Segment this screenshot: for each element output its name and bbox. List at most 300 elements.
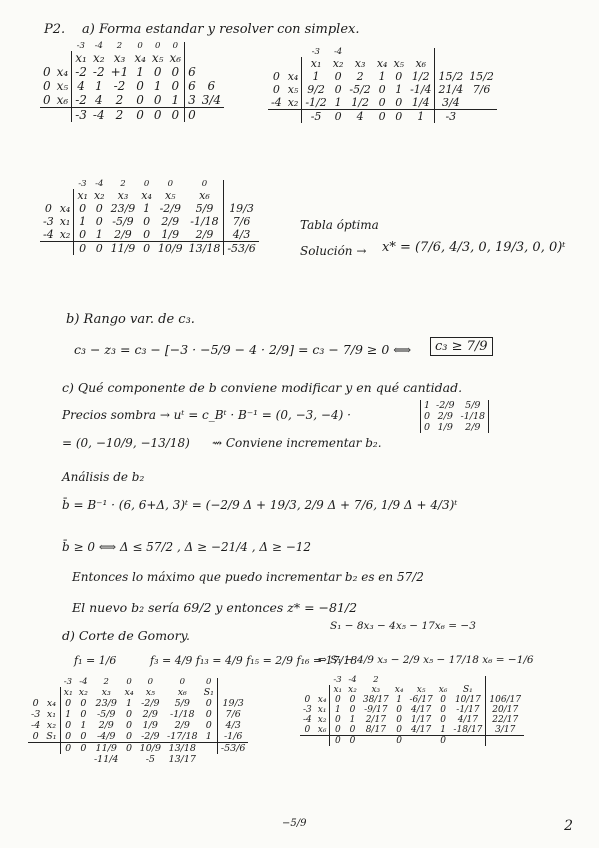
gomory-tableau-2 bbox=[300, 676, 524, 746]
analysis-line-1: Entonces lo máximo que puedo incrementar b₂ es en 57/2 bbox=[72, 570, 424, 584]
tableau-cell: 1/2 bbox=[351, 95, 369, 109]
corner bbox=[315, 685, 330, 695]
rhs-value: 4/3 bbox=[232, 227, 251, 241]
solution-label: Solución → bbox=[300, 244, 367, 258]
tableau-cell: 2 bbox=[356, 69, 364, 83]
tableau-cell: 1 bbox=[143, 201, 151, 215]
reduced-cost: 0 bbox=[390, 109, 407, 123]
variable-header: x₄ bbox=[376, 56, 388, 70]
tableau-cell: 2 bbox=[115, 92, 124, 107]
cost-coefficient: -3 bbox=[333, 675, 342, 685]
cost-coefficient: 2 bbox=[116, 41, 123, 51]
tableau-cell: 23/9 bbox=[95, 697, 117, 709]
basis-variable: x₅ bbox=[285, 83, 302, 96]
reduced-cost: 0 bbox=[74, 241, 91, 255]
tableau-cell: 0 bbox=[334, 82, 342, 96]
reduced-cost: 10/9 bbox=[155, 241, 186, 255]
reduced-cost bbox=[450, 735, 485, 746]
variable-header: x₁ bbox=[77, 188, 88, 202]
basis-cost: 0 bbox=[304, 724, 311, 735]
basis-cost: -3 bbox=[31, 708, 41, 720]
basis-variable: x₆ bbox=[54, 93, 72, 108]
basis-cost: 0 bbox=[44, 201, 52, 215]
variable-header: x₆ bbox=[407, 57, 435, 70]
tableau-cell: 1 bbox=[95, 227, 103, 241]
tableau-cell: 1 bbox=[166, 93, 184, 108]
basis-variable: S₁ bbox=[43, 731, 60, 743]
tableau-cell: 0 bbox=[396, 704, 402, 715]
basis-cost: 0 bbox=[304, 694, 311, 705]
tableau-cell: 2/9 bbox=[174, 719, 190, 731]
cost-coefficient bbox=[346, 48, 373, 57]
tableau-cell: 0 bbox=[440, 704, 446, 715]
objective-value bbox=[486, 735, 524, 746]
corner bbox=[40, 189, 57, 202]
cost-coefficient bbox=[436, 676, 451, 685]
tableau-cell: 0 bbox=[126, 730, 133, 742]
ratio-value bbox=[199, 107, 224, 122]
tableau-cell: 4/17 bbox=[450, 715, 485, 725]
basis-cost: 0 bbox=[43, 92, 51, 107]
basis-variable: x₂ bbox=[43, 720, 60, 731]
cost-coefficient: 0 bbox=[167, 179, 173, 189]
dual-ratio bbox=[201, 754, 218, 765]
shadow-conclusion: ⇝ Conviene incrementar b₂. bbox=[212, 436, 382, 450]
matrix-entry: 1/9 bbox=[437, 422, 453, 433]
reduced-cost: -4 bbox=[90, 107, 108, 122]
shadow-prices: Precios sombra → uᵗ = c_Bᵗ · B⁻¹ = (0, −3, −4) · bbox=[62, 408, 351, 422]
corner bbox=[315, 735, 330, 746]
cost-coefficient bbox=[392, 676, 407, 685]
part-d-title: d) Corte de Gomory. bbox=[62, 628, 190, 643]
reduced-cost: 0 bbox=[149, 107, 167, 122]
tableau-cell: 0 bbox=[166, 65, 184, 79]
tableau-cell: 0 bbox=[136, 92, 144, 107]
variable-header: x₆ bbox=[166, 51, 184, 65]
tableau-cell: 1/4 bbox=[407, 96, 435, 110]
extra-note: −5/9 bbox=[282, 818, 307, 829]
reduced-cost: 0 bbox=[330, 735, 345, 746]
tableau-cell: -18/17 bbox=[450, 725, 485, 736]
gomory-cut-top: S₁ − 8x₃ − 4x₅ − 17x₆ = −3 bbox=[330, 620, 476, 632]
tableau-cell: 0 bbox=[65, 730, 72, 742]
cost-coefficient bbox=[374, 48, 391, 57]
cost-coefficient bbox=[406, 676, 435, 685]
tableau-cell: 0 bbox=[349, 694, 356, 705]
basis-variable: x₂ bbox=[57, 228, 74, 242]
variable-header: x₁ bbox=[63, 686, 73, 698]
variable-header: x₅ bbox=[164, 188, 176, 202]
cost-coefficient: 0 bbox=[166, 42, 184, 51]
corner bbox=[28, 678, 43, 687]
cost-coefficient: 0 bbox=[137, 41, 143, 51]
variable-header: S₁ bbox=[450, 685, 485, 695]
corner bbox=[54, 51, 72, 65]
tableau-cell: -1/17 bbox=[450, 705, 485, 715]
tableau-cell: -1/4 bbox=[407, 83, 435, 96]
variable-header: x₅ bbox=[151, 50, 164, 65]
rhs-value: 7/6 bbox=[232, 214, 251, 228]
cost-coefficient bbox=[407, 48, 435, 57]
part-c-title: c) Qué componente de b conviene modificar y en qué cantidad. bbox=[62, 380, 463, 395]
corner bbox=[285, 109, 302, 123]
tableau-cell: 1 bbox=[349, 714, 356, 725]
shadow-price-result: = (0, −10/9, −13/18) bbox=[62, 436, 190, 450]
tableau-cell: 0 bbox=[143, 214, 151, 228]
tableau-cell: 1 bbox=[378, 69, 386, 83]
tableau-cell: -5/2 bbox=[349, 82, 371, 96]
variable-header: S₁ bbox=[201, 687, 218, 698]
corner bbox=[57, 241, 74, 255]
objective-value: -53/6 bbox=[224, 241, 259, 255]
cost-coefficient: 0 bbox=[201, 678, 218, 687]
tableau-cell: -2/9 bbox=[141, 730, 160, 742]
tableau-cell: 2/9 bbox=[98, 719, 114, 731]
dual-ratio: -11/4 bbox=[93, 753, 119, 765]
tableau-cell: -1/2 bbox=[305, 95, 327, 109]
variable-header: x₆ bbox=[438, 684, 448, 695]
tableau-cell: 1/9 bbox=[161, 227, 180, 241]
tableau-cell: -6/17 bbox=[409, 694, 433, 705]
cost-coefficient: -4 bbox=[95, 179, 104, 189]
tableau-cell: 0 bbox=[80, 697, 87, 709]
rhs-value: 106/17 bbox=[489, 694, 522, 705]
part-a-title: a) Forma estandar y resolver con simplex. bbox=[82, 22, 360, 37]
tableau-cell: -2 bbox=[75, 92, 87, 107]
tableau-cell: 2/17 bbox=[365, 714, 386, 725]
tableau-cell: 4 bbox=[94, 92, 103, 107]
reduced-cost: 0 bbox=[76, 742, 91, 754]
cost-coefficient: -4 bbox=[348, 675, 357, 685]
variable-header: x₂ bbox=[93, 188, 105, 202]
tableau-cell: 0 bbox=[201, 698, 218, 709]
reduced-cost: -3 bbox=[72, 107, 90, 122]
reduced-cost: 2 bbox=[108, 107, 132, 122]
variable-header: x₅ bbox=[416, 684, 426, 695]
tableau-cell: -17/18 bbox=[167, 730, 198, 742]
reduced-cost: 1 bbox=[407, 109, 435, 123]
dual-ratio: 13/17 bbox=[168, 753, 196, 765]
cost-coefficient bbox=[450, 676, 485, 685]
cost-coefficient: -3 bbox=[76, 41, 85, 51]
tableau-cell: 0 bbox=[79, 201, 87, 215]
corner bbox=[285, 57, 302, 70]
corner bbox=[43, 754, 60, 765]
gomory-cut: ⇒ S₁ − 4/9 x₃ − 2/9 x₅ − 17/18 x₆ = −1/6 bbox=[318, 654, 534, 666]
dual-ratio bbox=[60, 754, 76, 765]
reduced-cost bbox=[201, 742, 218, 754]
cost-coefficient: -4 bbox=[79, 677, 88, 687]
cost-coefficient: -4 bbox=[94, 41, 103, 51]
tableau-cell: 0 bbox=[440, 694, 446, 705]
cost-coefficient: 0 bbox=[186, 180, 224, 189]
tableau-cell: 0 bbox=[334, 724, 341, 735]
variable-header: x₆ bbox=[186, 189, 224, 202]
ratio-value bbox=[466, 109, 497, 123]
corner bbox=[43, 678, 60, 687]
rhs-value: 22/17 bbox=[492, 714, 519, 725]
basis-variable: x₄ bbox=[54, 65, 72, 79]
corner bbox=[300, 735, 315, 746]
tableau-cell: -5/9 bbox=[96, 708, 116, 720]
cost-coefficient: -3 bbox=[311, 47, 320, 57]
reduced-cost: 0 bbox=[91, 241, 108, 255]
tableau-cell: 23/9 bbox=[110, 201, 136, 215]
tableau-cell: 1 bbox=[126, 697, 133, 709]
objective-value: 0 bbox=[185, 107, 199, 122]
variable-header: x₂ bbox=[332, 56, 344, 70]
rhs-value: 20/17 bbox=[492, 704, 519, 715]
corner bbox=[54, 107, 72, 122]
tableau-cell: 0 bbox=[349, 724, 356, 735]
basis-cost: -3 bbox=[43, 214, 54, 228]
tableau-cell: 0 bbox=[396, 724, 402, 735]
tableau-cell: 0 bbox=[166, 79, 184, 93]
basis-variable: x₁ bbox=[315, 705, 330, 715]
variable-header: x₃ bbox=[113, 50, 126, 65]
simplex-tableau-1 bbox=[40, 42, 224, 122]
tableau-cell: 1 bbox=[395, 82, 403, 96]
cost-coefficient: -3 bbox=[63, 677, 73, 687]
basis-variable: x₄ bbox=[285, 70, 302, 83]
basis-cost: -4 bbox=[43, 227, 54, 241]
reduced-cost: 0 bbox=[138, 241, 155, 255]
matrix-entry: 2/9 bbox=[465, 422, 481, 433]
rhs-value: 15/2 bbox=[438, 69, 464, 83]
tableau-cell: 0 bbox=[378, 82, 386, 96]
basis-variable: x₄ bbox=[57, 202, 74, 215]
tableau-cell: 1/9 bbox=[142, 719, 158, 731]
tableau-cell: 1 bbox=[79, 214, 87, 228]
tableau-cell: 1 bbox=[94, 78, 103, 93]
tableau-cell: 1 bbox=[65, 708, 72, 720]
tableau-cell: 0 bbox=[349, 704, 356, 715]
variable-header: x₁ bbox=[75, 50, 87, 65]
tableau-cell: -2 bbox=[113, 78, 126, 93]
simplex-tableau-2 bbox=[268, 48, 497, 123]
reduced-cost: 0 bbox=[121, 742, 136, 754]
tableau-cell: 0 bbox=[136, 78, 144, 93]
tableau-cell: 0 bbox=[395, 69, 403, 83]
dual-ratio bbox=[121, 754, 136, 765]
rhs-value: 3/17 bbox=[495, 724, 516, 735]
matrix-entry: 1 bbox=[424, 400, 431, 411]
tableau-cell: 5/9 bbox=[186, 202, 224, 215]
corner bbox=[40, 107, 54, 122]
tableau-cell: 0 bbox=[201, 709, 218, 720]
part-b-title: b) Rango var. de c₃. bbox=[66, 312, 195, 327]
tableau-cell: 0 bbox=[95, 214, 103, 228]
corner bbox=[285, 48, 302, 57]
basis-cost: 0 bbox=[32, 697, 39, 709]
ratio-value: 6 bbox=[207, 78, 216, 93]
cost-coefficient: 0 bbox=[143, 179, 150, 189]
variable-header: x₅ bbox=[393, 56, 405, 70]
basis-cost: 0 bbox=[43, 64, 51, 79]
reduced-cost: 0 bbox=[392, 735, 407, 746]
cost-coefficient: -4 bbox=[333, 47, 343, 57]
variable-header: x₂ bbox=[348, 684, 357, 695]
cost-coefficient: 2 bbox=[103, 677, 109, 687]
variable-header: x₂ bbox=[92, 50, 105, 65]
variable-header: x₁ bbox=[333, 684, 343, 695]
reduced-cost bbox=[360, 735, 392, 746]
tableau-cell: 1 bbox=[136, 64, 144, 79]
reduced-cost: 0 bbox=[345, 735, 360, 746]
matrix-entry: 0 bbox=[424, 411, 431, 422]
tableau-cell: 1 bbox=[153, 78, 162, 93]
analysis-line-2: El nuevo b₂ sería 69/2 y entonces z* = −81/2 bbox=[72, 600, 358, 615]
tableau-cell: 0 bbox=[396, 714, 402, 725]
reduced-cost: 10/9 bbox=[137, 742, 164, 754]
basis-cost: 0 bbox=[43, 78, 51, 93]
corner bbox=[40, 180, 57, 189]
fractional-parts: f₃ = 4/9 f₁₃ = 4/9 f₁₅ = 2/9 f₁₆ = 17/18 bbox=[150, 654, 358, 667]
tableau-cell: 0 bbox=[65, 719, 72, 731]
basis-cost: 0 bbox=[32, 730, 39, 742]
rhs-value: 3 bbox=[188, 92, 196, 107]
analysis-equation: b̄ = B⁻¹ · (6, 6+Δ, 3)ᵗ = (−2/9 Δ + 19/3, 2/9 Δ + 7/6, 1/9 Δ + 4/3)ᵗ bbox=[62, 498, 458, 512]
corner bbox=[28, 687, 43, 698]
variable-header: x₄ bbox=[141, 188, 152, 202]
basis-cost: -4 bbox=[271, 95, 282, 109]
gomory-tableau-1 bbox=[28, 678, 248, 765]
corner bbox=[28, 742, 43, 754]
corner bbox=[54, 42, 72, 51]
matrix-entry: 5/9 bbox=[465, 400, 481, 411]
tableau-cell: 1 bbox=[334, 704, 341, 715]
tableau-cell: 2/9 bbox=[186, 228, 224, 242]
ratio-value: 15/2 bbox=[469, 69, 494, 83]
reduced-cost: 0 bbox=[166, 107, 184, 122]
tableau-cell: 1 bbox=[334, 95, 342, 109]
reduced-cost: 13/18 bbox=[164, 742, 201, 754]
basis-variable: x₂ bbox=[285, 96, 302, 110]
cost-coefficient: 0 bbox=[154, 41, 161, 51]
tableau-cell: -2 bbox=[92, 64, 105, 79]
corner bbox=[300, 676, 315, 685]
tableau-cell: 1 bbox=[201, 731, 218, 743]
tableau-cell: 9/2 bbox=[307, 82, 325, 96]
tableau-cell: 5/9 bbox=[174, 697, 190, 709]
matrix-entry: 2/9 bbox=[437, 411, 453, 422]
tableau-cell: 0 bbox=[126, 719, 133, 731]
corner bbox=[28, 754, 43, 765]
dual-ratio bbox=[76, 754, 91, 765]
corner bbox=[268, 48, 285, 57]
rhs-value: 3/4 bbox=[441, 95, 460, 109]
corner bbox=[43, 687, 60, 698]
reduced-cost: 0 bbox=[436, 735, 451, 746]
tableau-cell: -4/9 bbox=[96, 730, 116, 742]
basis-variable: x₁ bbox=[43, 709, 60, 720]
rhs-value: -1/6 bbox=[223, 730, 243, 742]
tableau-cell: 1 bbox=[396, 694, 402, 705]
tableau-cell: -2/9 bbox=[159, 201, 181, 215]
tableau-cell: 2/9 bbox=[114, 227, 132, 241]
corner bbox=[300, 685, 315, 695]
tableau-cell: 0 bbox=[80, 730, 87, 742]
tableau-cell: 0 bbox=[334, 69, 342, 83]
rhs-value: 19/3 bbox=[229, 201, 254, 215]
variable-header: x₄ bbox=[134, 50, 146, 65]
variable-header: x₄ bbox=[124, 686, 134, 698]
cost-coefficient bbox=[390, 48, 407, 57]
reduced-cost: 0 bbox=[330, 109, 347, 123]
analysis-inequalities: b̄ ≥ 0 ⟺ Δ ≤ 57/2 , Δ ≥ −21/4 , Δ ≥ −12 bbox=[62, 540, 312, 554]
basis-variable: x₁ bbox=[57, 215, 74, 228]
ratio-value bbox=[466, 96, 497, 110]
variable-header: x₄ bbox=[394, 684, 404, 695]
cost-coefficient: 0 bbox=[126, 677, 132, 687]
basis-cost: -3 bbox=[303, 704, 312, 715]
variable-header: x₁ bbox=[310, 56, 322, 70]
rhs-value: 6 bbox=[188, 64, 196, 79]
rhs-value: 4/3 bbox=[225, 719, 241, 731]
rhs-value: 6 bbox=[188, 78, 196, 93]
rhs-value: 19/3 bbox=[222, 697, 244, 709]
tableau-cell: 0 bbox=[65, 697, 72, 709]
tableau-cell: 0 bbox=[201, 720, 218, 731]
variable-header: x₃ bbox=[117, 188, 129, 202]
tableau-cell: 2/9 bbox=[142, 708, 158, 720]
reduced-cost: 0 bbox=[60, 742, 76, 754]
basis-variable: x₅ bbox=[54, 79, 72, 93]
basis-cost: -4 bbox=[303, 714, 312, 725]
page-number: 2 bbox=[564, 818, 573, 834]
tableau-cell: 0 bbox=[440, 714, 446, 725]
tableau-cell: 0 bbox=[79, 227, 87, 241]
reduced-cost: 11/9 bbox=[108, 241, 139, 255]
ratio-value bbox=[199, 65, 224, 79]
tableau-cell: -2/9 bbox=[141, 697, 160, 709]
tableau-cell: 4/17 bbox=[410, 704, 432, 715]
tableau-cell: 2/9 bbox=[161, 214, 180, 228]
basis-cost: 0 bbox=[272, 69, 280, 83]
dual-ratio: -5 bbox=[145, 753, 155, 765]
tableau-cell: 38/17 bbox=[362, 694, 389, 705]
tableau-cell: 4/17 bbox=[410, 724, 432, 735]
tableau-cell: 0 bbox=[126, 708, 133, 720]
matrix-entry: -1/18 bbox=[460, 411, 486, 422]
corner bbox=[57, 180, 74, 189]
optimal-table-label: Tabla óptima bbox=[300, 218, 379, 232]
variable-header: x₃ bbox=[371, 684, 381, 695]
tableau-cell: 0 bbox=[143, 227, 151, 241]
tableau-cell: 1 bbox=[440, 724, 446, 735]
tableau-cell: -1/18 bbox=[170, 708, 195, 720]
tableau-cell: 0 bbox=[80, 708, 87, 720]
ratio-value: 7/6 bbox=[472, 82, 491, 96]
corner bbox=[40, 42, 54, 51]
objective-value: -53/6 bbox=[217, 742, 248, 754]
problem-label: P2. bbox=[44, 22, 66, 37]
tableau-cell: -5/9 bbox=[112, 214, 134, 228]
basis-inverse-matrix bbox=[420, 400, 489, 433]
tableau-cell: 0 bbox=[153, 64, 162, 79]
tableau-cell: 0 bbox=[95, 201, 103, 215]
part-b-result: c₃ ≥ 7/9 bbox=[430, 337, 493, 356]
tableau-cell: 1 bbox=[312, 69, 320, 83]
tableau-cell: 0 bbox=[395, 95, 403, 109]
tableau-cell: 8/17 bbox=[365, 724, 386, 735]
variable-header: x₂ bbox=[78, 686, 88, 698]
tableau-cell: 1/17 bbox=[410, 714, 432, 725]
tableau-cell: -1/18 bbox=[186, 215, 224, 228]
reduced-cost: -5 bbox=[302, 109, 330, 123]
corner bbox=[268, 57, 285, 70]
variable-header: x₃ bbox=[101, 686, 111, 698]
